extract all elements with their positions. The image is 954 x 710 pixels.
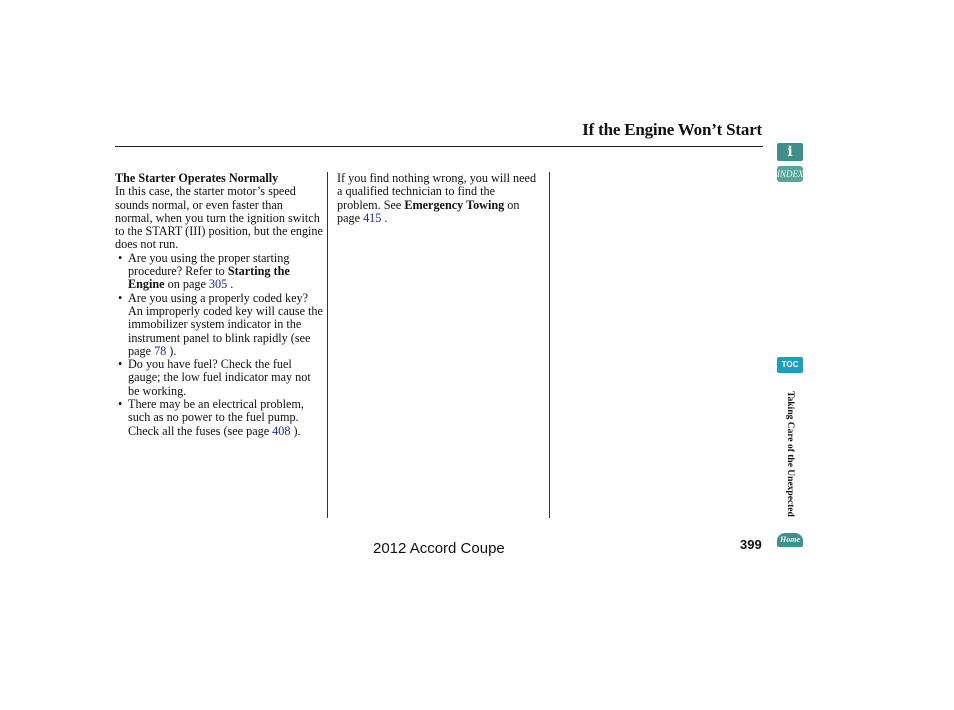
- middle-column: [337, 172, 537, 225]
- bullet-text: Are you using the proper starting procedure? Refer to: [128, 250, 290, 279]
- home-button[interactable]: Home: [777, 533, 803, 547]
- footer-model: 2012 Accord Coupe: [373, 540, 505, 557]
- page-title: If the Engine Won’t Start: [582, 120, 762, 139]
- paragraph-text: If you find nothing wrong, you will need a qualified technician to find the problem. See: [337, 171, 537, 212]
- page-link-78[interactable]: 78: [154, 343, 167, 358]
- bullet-text: Do you have fuel? Check the fuel gauge; the low fuel indicator may not be working.: [128, 357, 311, 398]
- on-page-text: on page: [164, 277, 209, 292]
- column-divider: [549, 172, 550, 518]
- page-link-408[interactable]: 408: [272, 423, 291, 438]
- bullet-text: There may be an electrical problem, such as no power to the fuel pump. Check all the fuses (see page: [128, 397, 304, 438]
- info-icon[interactable]: i: [777, 143, 803, 161]
- bullet-fuel: [115, 358, 323, 398]
- column-divider: [327, 172, 328, 518]
- section-label: Taking Care of the Unexpected: [785, 391, 795, 517]
- on-page-text: on page: [337, 197, 520, 225]
- towing-paragraph: [337, 172, 537, 225]
- header-rule: [115, 146, 763, 147]
- bullet-end: .: [227, 277, 234, 292]
- page-number: 399: [740, 537, 762, 552]
- toc-button[interactable]: TOC: [777, 357, 803, 373]
- bullet-coded-key: [115, 292, 323, 358]
- section-heading: The Starter Operates Normally: [115, 171, 279, 185]
- bullet-starting-procedure: [115, 252, 323, 292]
- left-column: [115, 172, 323, 438]
- paragraph-end: .: [381, 210, 388, 225]
- page-link-305[interactable]: 305: [208, 277, 228, 292]
- bold-reference: Starting the Engine: [128, 264, 290, 292]
- bullet-end: ).: [166, 343, 177, 358]
- bullet-electrical: [115, 398, 323, 438]
- bullet-end: ).: [290, 423, 301, 438]
- page-link-415[interactable]: 415: [363, 210, 382, 225]
- bold-reference: Emergency Towing: [404, 197, 505, 212]
- index-button[interactable]: INDEX: [777, 166, 803, 182]
- section-tab: [770, 391, 810, 517]
- intro-paragraph: In this case, the starter motor’s speed sounds normal, or even faster than normal, when you turn the ignition switch to the START (III) position, but the engine does not run.: [115, 184, 323, 252]
- bullet-text: Are you using a properly coded key? An improperly coded key will cause the immobilizer system indicator in the instrument panel to blink rapidly (see page: [128, 290, 323, 358]
